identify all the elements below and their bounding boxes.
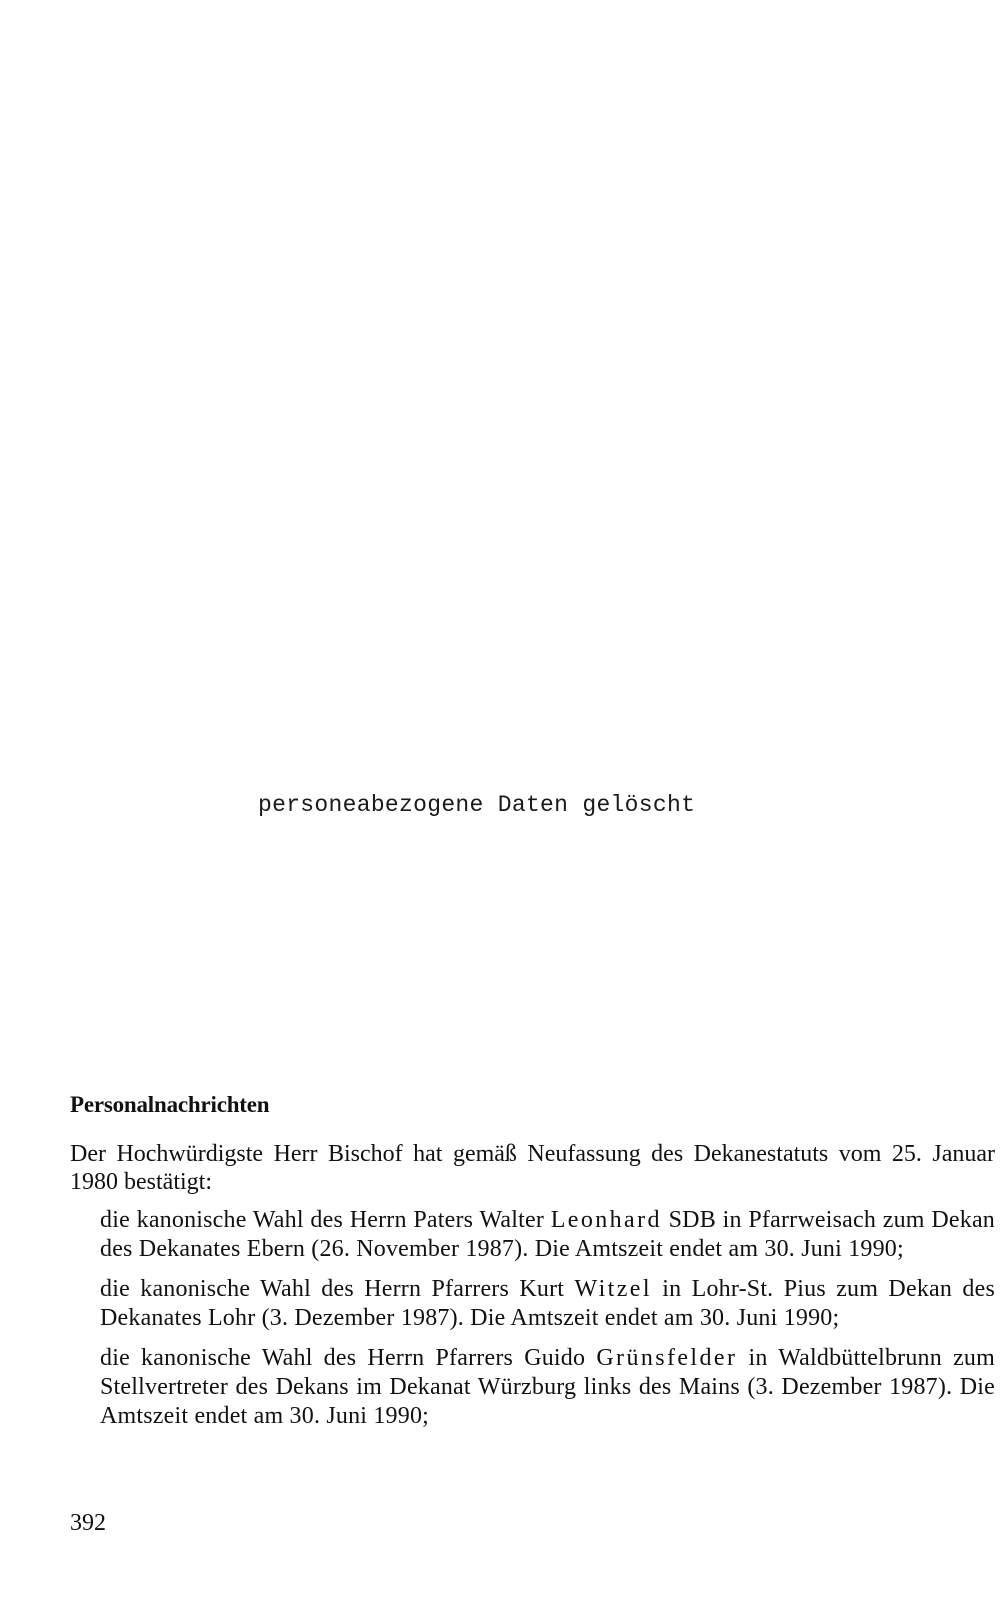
entry-text-before: die kanonische Wahl des Herrn Pfarrers Kurt (100, 1276, 575, 1302)
intro-paragraph: Der Hochwürdigste Herr Bischof hat gemäß Neufassung des Dekanestatuts vom 25. Januar 1980 bestätigt: (70, 1141, 995, 1195)
entry-text-before: die kanonische Wahl des Herrn Pfarrers Guido (100, 1345, 597, 1371)
redaction-note: personeabezogene Daten gelöscht (258, 792, 696, 818)
entry-text-after: in Lohr-St. Pius zum Dekan des Dekanates Lohr (3. Dezember 1987). Die Amtszeit endet am 30. Juni 1990; (100, 1276, 995, 1331)
entry-text-after: in Waldbüttelbrunn zum Stellvertreter des Dekans im Dekanat Würzburg links des Mains (3. Dezember 1987). Die Amtszeit endet am 30. Juni 1990; (100, 1345, 995, 1429)
entry-text-before: die kanonische Wahl des Herrn Paters Walter (100, 1207, 551, 1233)
appointment-entry-gruensfelder (100, 1344, 995, 1431)
personnel-news-section (70, 1092, 995, 1442)
entry-name: Grünsfelder (596, 1345, 738, 1371)
page-number: 392 (70, 1510, 106, 1536)
entry-name: Leonhard (550, 1207, 662, 1233)
appointment-entry-witzel (100, 1275, 995, 1333)
appointment-entry-leonhard (100, 1206, 995, 1264)
entry-name: Witzel (574, 1276, 652, 1302)
entry-text-after: SDB in Pfarrweisach zum Dekan des Dekanates Ebern (26. November 1987). Die Amtszeit endet am 30. Juni 1990; (100, 1207, 996, 1262)
section-heading: Personalnachrichten (70, 1092, 270, 1117)
